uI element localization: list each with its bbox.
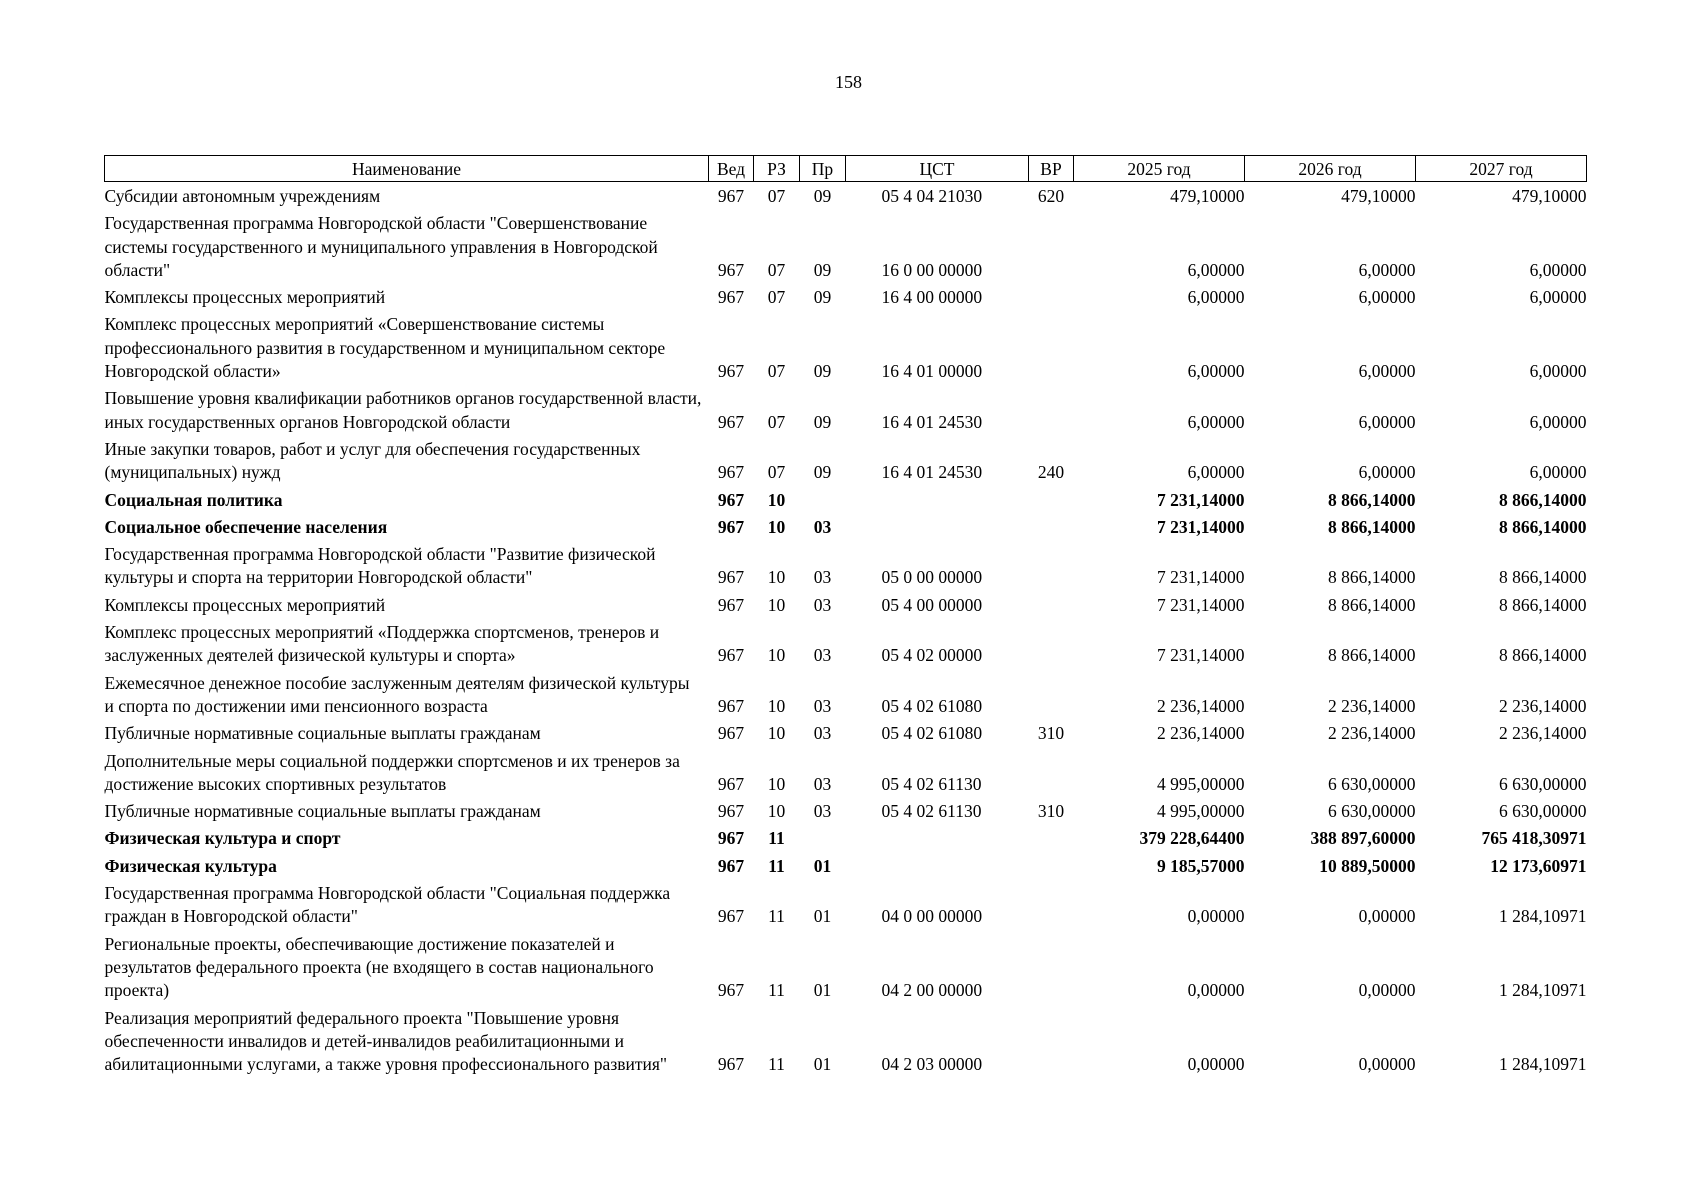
row-ved: 967 [717, 516, 745, 537]
header-vr: ВР [1029, 156, 1074, 182]
row-amount-2025: 7 231,14000 [1157, 489, 1245, 510]
row-cst: 05 4 02 61130 [881, 773, 982, 794]
row-ved: 967 [717, 462, 745, 483]
row-amount-2026: 0,00000 [1358, 906, 1416, 927]
table-row [105, 543, 1587, 594]
row-vr [1029, 313, 1074, 387]
row-amount-2025: 4 995,00000 [1157, 801, 1245, 822]
table-row [105, 182, 1587, 213]
header-cst: ЦСТ [846, 156, 1029, 182]
row-vr [1029, 387, 1074, 438]
row-rz: 10 [767, 723, 786, 744]
row-rz: 07 [767, 361, 786, 382]
row-ved: 967 [717, 773, 745, 794]
row-cst: 16 4 01 24530 [881, 411, 983, 432]
row-amount-2025: 379 228,64400 [1139, 828, 1245, 849]
row-amount-2026: 8 866,14000 [1328, 567, 1416, 588]
row-vr [1029, 594, 1074, 621]
row-ved: 967 [717, 594, 745, 615]
row-ved: 967 [717, 567, 745, 588]
row-name: Повышение уровня квалификации работников органов государственной власти, иных государственных органов Новгородской области [104, 388, 702, 432]
row-pr: 03 [813, 645, 832, 666]
row-name: Социальная политика [104, 489, 283, 510]
row-amount-2026: 479,10000 [1341, 186, 1416, 206]
row-rz: 11 [768, 906, 785, 927]
row-vr [1029, 882, 1074, 933]
row-rz: 07 [767, 411, 786, 432]
row-amount-2027: 8 866,14000 [1499, 489, 1587, 510]
row-pr [800, 827, 846, 854]
row-rz: 11 [768, 855, 785, 876]
row-rz: 10 [767, 773, 786, 794]
row-ved: 967 [717, 1054, 745, 1075]
row-ved: 967 [717, 828, 745, 849]
row-cst: 04 2 00 00000 [881, 980, 983, 1001]
row-amount-2026: 388 897,60000 [1310, 828, 1416, 849]
row-amount-2027: 8 866,14000 [1499, 567, 1587, 588]
row-amount-2026: 6 630,00000 [1328, 773, 1416, 794]
row-rz: 07 [767, 287, 786, 308]
row-amount-2025: 6,00000 [1187, 411, 1245, 432]
row-cst: 04 2 03 00000 [881, 1054, 983, 1075]
table-row [105, 286, 1587, 313]
row-name: Комплекс процессных мероприятий «Совершенствование системы профессионального развития в государственном и муниципальном секторе Новгородской области» [104, 314, 666, 382]
row-vr [1029, 212, 1074, 286]
table-body [105, 182, 1587, 1081]
row-cst: 16 4 01 24530 [881, 462, 983, 483]
row-name: Физическая культура и спорт [104, 828, 341, 849]
row-ved: 967 [717, 695, 745, 716]
row-ved: 967 [717, 287, 745, 308]
table-row [105, 212, 1587, 286]
row-pr: 03 [813, 723, 832, 744]
row-ved: 967 [717, 855, 745, 876]
table-row [105, 516, 1587, 543]
row-ved: 967 [717, 980, 745, 1001]
row-amount-2027: 1 284,10971 [1499, 1054, 1587, 1075]
row-vr [1029, 543, 1074, 594]
table-row [105, 933, 1587, 1007]
row-pr: 09 [813, 186, 832, 206]
table-row [105, 722, 1587, 749]
row-amount-2026: 6 630,00000 [1328, 801, 1416, 822]
row-amount-2025: 4 995,00000 [1157, 773, 1245, 794]
row-rz: 10 [767, 645, 786, 666]
row-vr [1029, 750, 1074, 801]
row-rz: 10 [767, 594, 786, 615]
row-rz: 07 [767, 259, 786, 280]
row-amount-2026: 0,00000 [1358, 980, 1416, 1001]
row-cst: 05 4 02 61130 [881, 801, 982, 822]
row-cst: 05 4 02 00000 [881, 645, 983, 666]
row-name: Иные закупки товаров, работ и услуг для обеспечения государственных (муниципальных) нужд [104, 438, 641, 483]
row-amount-2025: 6,00000 [1187, 287, 1245, 308]
row-ved: 967 [717, 489, 745, 510]
row-cst: 05 4 00 00000 [881, 594, 983, 615]
row-amount-2026: 8 866,14000 [1328, 516, 1416, 537]
row-name: Государственная программа Новгородской области "Социальная поддержка граждан в Новгородской области" [104, 883, 671, 927]
row-vr [1029, 516, 1074, 543]
row-vr [1029, 621, 1074, 672]
row-pr: 03 [813, 567, 832, 588]
row-cst [846, 855, 1029, 882]
page-number: 158 [835, 72, 862, 92]
table-row [105, 387, 1587, 438]
row-amount-2026: 8 866,14000 [1328, 489, 1416, 510]
row-amount-2025: 2 236,14000 [1157, 723, 1245, 744]
row-pr: 09 [813, 361, 832, 382]
row-pr: 09 [813, 259, 832, 280]
row-amount-2027: 765 418,30971 [1481, 828, 1587, 849]
row-ved: 967 [717, 361, 745, 382]
row-name: Региональные проекты, обеспечивающие достижение показателей и результатов федерального проекта (не входящего в состав национального проекта) [104, 933, 654, 1001]
table-row [105, 672, 1587, 723]
header-2025: 2025 год [1074, 156, 1245, 182]
row-vr: 310 [1037, 723, 1065, 744]
row-amount-2027: 6 630,00000 [1499, 801, 1587, 822]
row-name: Субсидии автономным учреждениям [104, 186, 381, 206]
row-ved: 967 [717, 186, 745, 206]
row-amount-2027: 479,10000 [1512, 186, 1587, 206]
row-pr: 01 [813, 855, 832, 876]
row-name: Ежемесячное денежное пособие заслуженным деятелям физической культуры и спорта по достижении ими пенсионного возраста [104, 672, 690, 716]
row-amount-2027: 1 284,10971 [1499, 980, 1587, 1001]
row-ved: 967 [717, 906, 745, 927]
row-rz: 11 [768, 980, 785, 1001]
row-vr: 310 [1037, 801, 1065, 822]
row-pr: 01 [813, 980, 832, 1001]
row-amount-2026: 0,00000 [1358, 1054, 1416, 1075]
row-vr [1029, 855, 1074, 882]
row-amount-2026: 6,00000 [1358, 287, 1416, 308]
row-vr [1029, 286, 1074, 313]
table-header [105, 156, 1587, 182]
row-pr: 03 [813, 801, 832, 822]
header-2027: 2027 год [1416, 156, 1587, 182]
row-name: Комплексы процессных мероприятий [104, 594, 386, 615]
header-pr: Пр [800, 156, 846, 182]
row-amount-2025: 479,10000 [1170, 186, 1245, 206]
row-amount-2027: 6 630,00000 [1499, 773, 1587, 794]
row-ved: 967 [717, 411, 745, 432]
row-amount-2025: 2 236,14000 [1157, 695, 1245, 716]
row-cst [846, 827, 1029, 854]
row-vr [1029, 1007, 1074, 1081]
table-row [105, 750, 1587, 801]
header-name: Наименование [105, 156, 709, 182]
row-cst: 16 4 01 00000 [881, 361, 983, 382]
row-amount-2025: 7 231,14000 [1157, 567, 1245, 588]
row-amount-2027: 1 284,10971 [1499, 906, 1587, 927]
row-pr: 03 [813, 695, 832, 716]
row-amount-2027: 8 866,14000 [1499, 645, 1587, 666]
row-cst [846, 516, 1029, 543]
row-ved: 967 [717, 801, 745, 822]
row-name: Публичные нормативные социальные выплаты гражданам [104, 801, 541, 822]
row-amount-2025: 6,00000 [1187, 462, 1245, 483]
row-pr: 09 [813, 462, 832, 483]
row-cst: 04 0 00 00000 [881, 906, 983, 927]
row-pr: 03 [813, 594, 832, 615]
row-vr [1029, 672, 1074, 723]
row-name: Комплекс процессных мероприятий «Поддержка спортсменов, тренеров и заслуженных деятелей физической культуры и спорта» [104, 622, 660, 666]
row-ved: 967 [717, 645, 745, 666]
row-name: Государственная программа Новгородской области "Совершенствование системы государственного и муниципального управления в Новгородской области" [104, 213, 658, 280]
row-cst: 05 4 04 21030 [881, 186, 983, 206]
row-rz: 11 [768, 828, 785, 849]
row-amount-2026: 8 866,14000 [1328, 594, 1416, 615]
row-name: Публичные нормативные социальные выплаты гражданам [104, 723, 541, 744]
row-amount-2027: 8 866,14000 [1499, 594, 1587, 615]
row-amount-2026: 10 889,50000 [1319, 855, 1416, 876]
row-amount-2025: 0,00000 [1187, 906, 1245, 927]
row-amount-2025: 0,00000 [1187, 1054, 1245, 1075]
row-pr [800, 489, 846, 516]
row-amount-2027: 2 236,14000 [1499, 723, 1587, 744]
row-cst: 05 4 02 61080 [881, 723, 983, 744]
row-name: Государственная программа Новгородской области "Развитие физической культуры и спорта на территории Новгородской области" [104, 544, 656, 588]
row-amount-2025: 0,00000 [1187, 980, 1245, 1001]
row-cst: 16 0 00 00000 [881, 259, 983, 280]
row-pr: 03 [813, 516, 832, 537]
row-cst: 05 0 00 00000 [881, 567, 983, 588]
row-ved: 967 [717, 259, 745, 280]
row-amount-2025: 6,00000 [1187, 259, 1245, 280]
row-pr: 01 [813, 1054, 832, 1075]
row-amount-2025: 6,00000 [1187, 361, 1245, 382]
row-amount-2027: 8 866,14000 [1499, 516, 1587, 537]
budget-table [104, 155, 1587, 1080]
row-name: Комплексы процессных мероприятий [104, 287, 386, 308]
row-amount-2026: 8 866,14000 [1328, 645, 1416, 666]
table-row [105, 313, 1587, 387]
row-amount-2026: 6,00000 [1358, 259, 1416, 280]
row-amount-2026: 6,00000 [1358, 361, 1416, 382]
row-pr: 09 [813, 287, 832, 308]
row-name: Социальное обеспечение населения [104, 516, 388, 537]
table-row [105, 1007, 1587, 1081]
table-row [105, 594, 1587, 621]
row-pr: 01 [813, 906, 832, 927]
row-amount-2026: 6,00000 [1358, 462, 1416, 483]
row-vr: 240 [1037, 462, 1065, 483]
row-rz: 11 [768, 1054, 785, 1075]
table-row [105, 882, 1587, 933]
row-rz: 10 [767, 801, 786, 822]
row-vr: 620 [1037, 186, 1065, 206]
row-rz: 10 [767, 567, 786, 588]
row-rz: 10 [767, 489, 786, 510]
row-amount-2027: 2 236,14000 [1499, 695, 1587, 716]
row-amount-2025: 9 185,57000 [1157, 855, 1245, 876]
row-cst: 05 4 02 61080 [881, 695, 983, 716]
row-amount-2027: 6,00000 [1529, 361, 1587, 382]
row-amount-2025: 7 231,14000 [1157, 645, 1245, 666]
row-rz: 10 [767, 516, 786, 537]
row-pr: 03 [813, 773, 832, 794]
header-rz: РЗ [754, 156, 800, 182]
header-ved: Вед [709, 156, 754, 182]
row-amount-2026: 2 236,14000 [1328, 695, 1416, 716]
table-row [105, 800, 1587, 827]
table-row [105, 621, 1587, 672]
row-rz: 07 [767, 186, 786, 206]
row-vr [1029, 933, 1074, 1007]
table-row [105, 438, 1587, 489]
row-vr [1029, 827, 1074, 854]
row-amount-2026: 2 236,14000 [1328, 723, 1416, 744]
row-name: Физическая культура [104, 855, 277, 876]
row-ved: 967 [717, 723, 745, 744]
row-rz: 07 [767, 462, 786, 483]
row-amount-2027: 6,00000 [1529, 259, 1587, 280]
table-row [105, 489, 1587, 516]
row-rz: 10 [767, 695, 786, 716]
row-cst [846, 489, 1029, 516]
row-pr: 09 [813, 411, 832, 432]
row-amount-2026: 6,00000 [1358, 411, 1416, 432]
row-vr [1029, 489, 1074, 516]
row-cst: 16 4 00 00000 [881, 287, 983, 308]
table-row [105, 827, 1587, 854]
row-amount-2027: 6,00000 [1529, 287, 1587, 308]
row-name: Реализация мероприятий федерального проекта "Повышение уровня обеспеченности инвалидов и детей-инвалидов реабилитационными и абилитационными услугами, а также уровня профессионального развития" [104, 1007, 668, 1075]
row-amount-2025: 7 231,14000 [1157, 516, 1245, 537]
row-amount-2027: 6,00000 [1529, 462, 1587, 483]
row-amount-2027: 6,00000 [1529, 411, 1587, 432]
row-amount-2025: 7 231,14000 [1157, 594, 1245, 615]
row-amount-2027: 12 173,60971 [1490, 855, 1587, 876]
header-2026: 2026 год [1245, 156, 1416, 182]
header-row [105, 156, 1587, 182]
table-row [105, 855, 1587, 882]
row-name: Дополнительные меры социальной поддержки спортсменов и их тренеров за достижение высоких спортивных результатов [104, 750, 680, 794]
